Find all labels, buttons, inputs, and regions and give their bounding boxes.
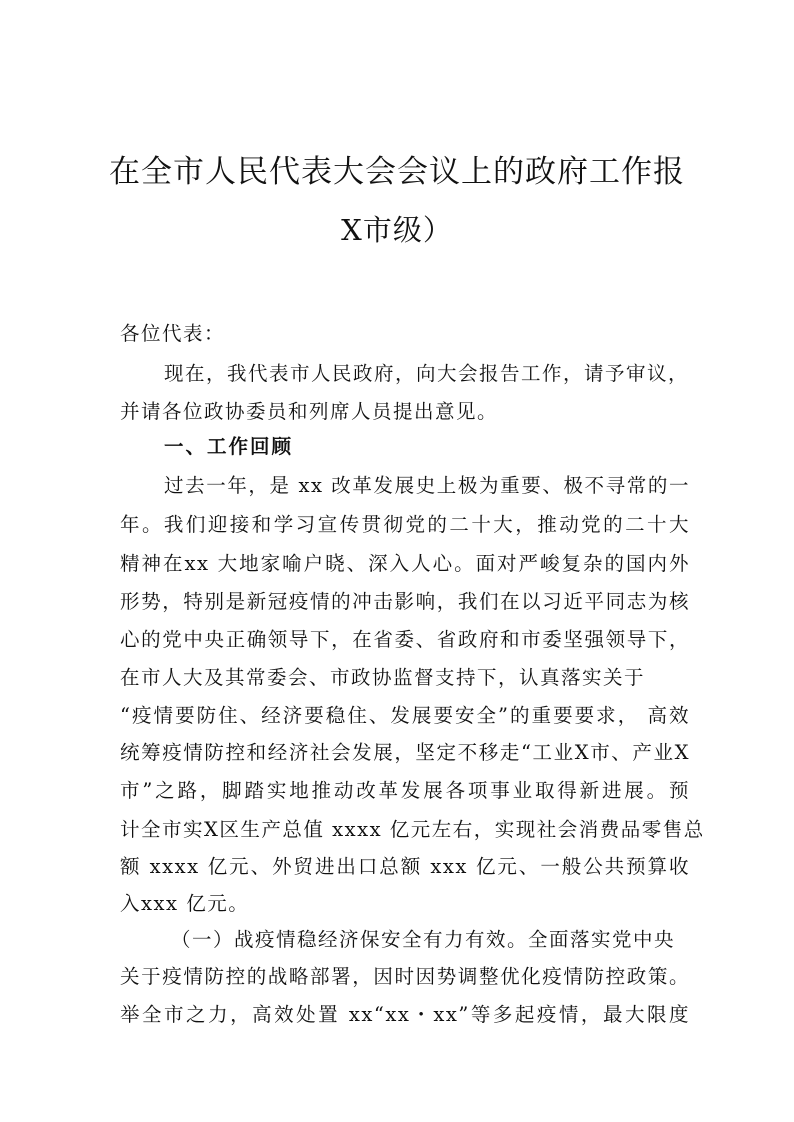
body-line: 入xxx 亿元。 [120, 892, 250, 915]
body-line: 心的党中央正确领导下，在省委、省政府和市委坚强领导下， [120, 628, 690, 651]
body-line: “疫情要防住、经济要稳住、发展要安全”的重要要求， 高效 [120, 704, 690, 727]
document-title-line-2: X市级） [341, 213, 453, 247]
document-title-line-1: 在全市人民代表大会会议上的政府工作报 [109, 154, 685, 190]
salutation: 各位代表： [120, 322, 226, 345]
body-line: 年。我们迎接和学习宣传贯彻党的二十大，推动党的二十大 [120, 513, 690, 536]
subsection-line: 举全市之力，高效处置 xx“xx・xx”等多起疫情，最大限度 [120, 1003, 690, 1026]
subsection-line: 关于疫情防控的战略部署，因时因势调整优化疫情防控政策。 [120, 965, 690, 988]
body-line: 形势，特别是新冠疫情的冲击影响，我们在以习近平同志为核 [120, 590, 690, 613]
body-line: 过去一年，是 xx 改革发展史上极为重要、极不寻常的一 [164, 474, 690, 497]
body-line: 市”之路，脚踏实地推动改革发展各项事业取得新进展。预 [120, 779, 690, 802]
section-heading: 一、工作回顾 [164, 435, 294, 458]
body-line: 计全市实X区生产总值 xxxx 亿元左右，实现社会消费品零售总 [120, 818, 705, 841]
body-line: 在市人大及其常委会、市政协监督支持下，认真落实关于 [120, 666, 646, 689]
intro-line: 现在，我代表市人民政府，向大会报告工作，请予审议， [164, 362, 690, 385]
subsection-line: （一）战疫情稳经济保安全有力有效。全面落实党中央 [171, 928, 676, 951]
body-line: 额 xxxx 亿元、外贸进出口总额 xxx 亿元、一般公共预算收 [120, 855, 690, 878]
intro-line: 并请各位政协委员和列席人员提出意见。 [120, 400, 499, 423]
body-line: 精神在xx 大地家喻户晓、深入人心。面对严峻复杂的国内外 [120, 552, 690, 575]
body-line: 统筹疫情防控和经济社会发展，坚定不移走“工业X市、产业X [120, 741, 690, 764]
